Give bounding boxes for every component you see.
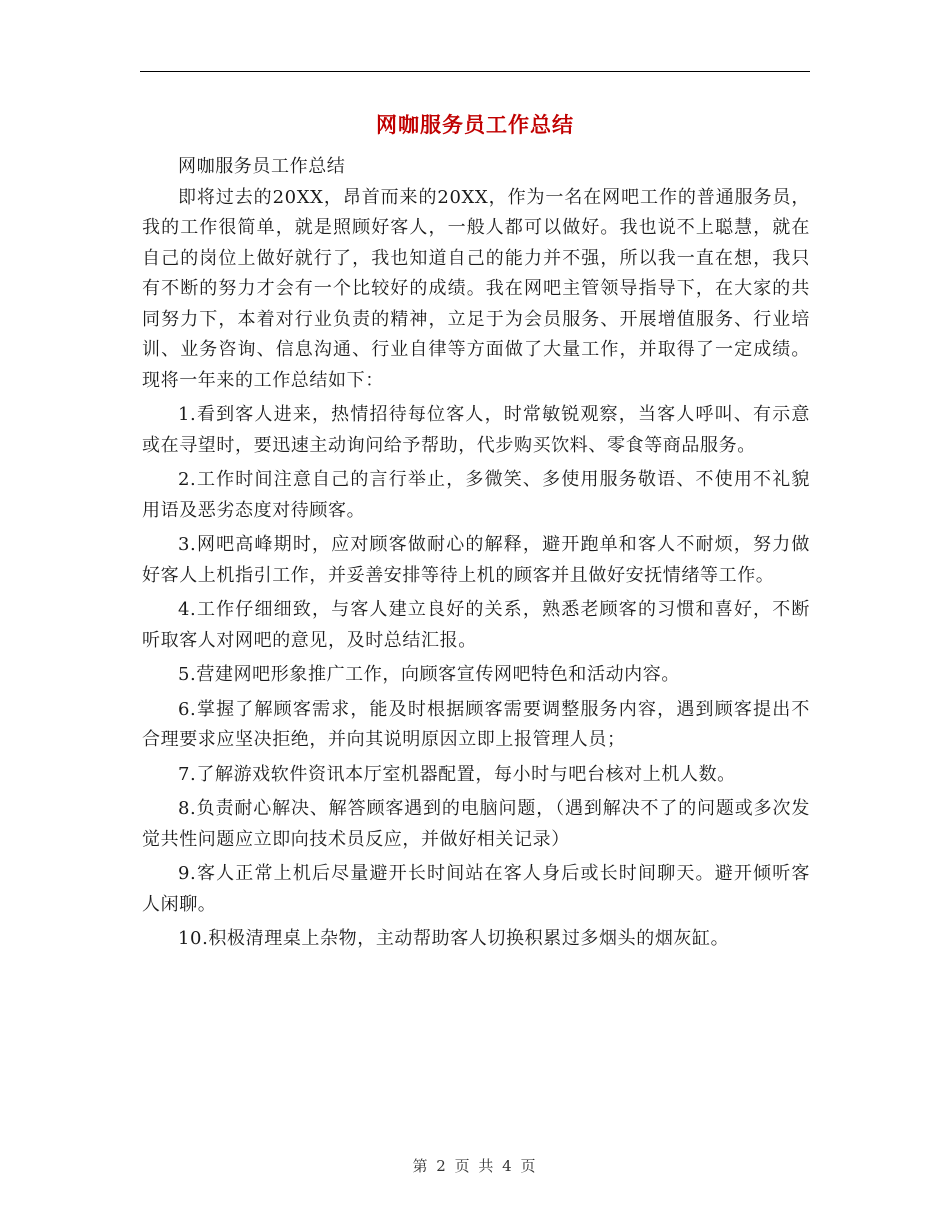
document-subtitle: 网咖服务员工作总结: [178, 156, 346, 177]
list-item: 5.营建网吧形象推广工作，向顾客宣传网吧特色和活动内容。: [178, 664, 680, 685]
list-item: 2.工作时间注意自己的言行举止，多微笑、多使用服务敬语、不使用不礼貌用语及恶劣态度对待顾客。: [142, 469, 810, 521]
document-title: 网咖服务员工作总结: [376, 112, 574, 137]
intro-paragraph: 即将过去的20XX，昂首而来的20XX，作为一名在网吧工作的普通服务员，我的工作很简单，就是照顾好客人，一般人都可以做好。我也说不上聪慧，就在自己的岗位上做好就行了，我也知道自己的能力并不强，所以我一直在想，我只有不断的努力才会有一个比较好的成绩。我在网吧主管领导指导下，在大家的共同努力下，本着对行业负责的精神，立足于为会员服务、开展增值服务、行业培训、业务咨询、信息沟通、行业自律等方面做了大量工作，并取得了一定成绩。现将一年来的工作总结如下：: [142, 186, 810, 391]
list-item: 7.了解游戏软件资讯本厅室机器配置，每小时与吧台核对上机人数。: [178, 763, 736, 785]
document-body: [142, 152, 810, 959]
list-item: 9.客人正常上机后尽量避开长时间站在客人身后或长时间聊天。避开倾听客人闲聊。: [142, 863, 810, 915]
list-item: 8.负责耐心解决、解答顾客遇到的电脑问题，（遇到解决不了的问题或多次发觉共性问题应立即向技术员反应，并做好相关记录）: [142, 798, 810, 850]
list-item: 6.掌握了解顾客需求，能及时根据顾客需要调整服务内容，遇到顾客提出不合理要求应坚决拒绝，并向其说明原因立即上报管理人员；: [142, 698, 810, 750]
list-item: 3.网吧高峰期时，应对顾客做耐心的解释，避开跑单和客人不耐烦，努力做好客人上机指引工作，并妥善安排等待上机的顾客并且做好安抚情绪等工作。: [142, 534, 810, 586]
list-item: 4.工作仔细细致，与客人建立良好的关系，熟悉老顾客的习惯和喜好，不断听取客人对网吧的意见，及时总结汇报。: [142, 599, 810, 651]
list-item: 1.看到客人进来，热情招待每位客人，时常敏锐观察，当客人呼叫、有示意或在寻望时，要迅速主动询问给予帮助，代步购买饮料、零食等商品服务。: [142, 404, 810, 456]
page-number: 第 2 页 共 4 页: [412, 1157, 538, 1175]
list-item: 10.积极清理桌上杂物，主动帮助客人切换积累过多烟头的烟灰缸。: [178, 928, 730, 949]
header-rule: [140, 71, 810, 72]
